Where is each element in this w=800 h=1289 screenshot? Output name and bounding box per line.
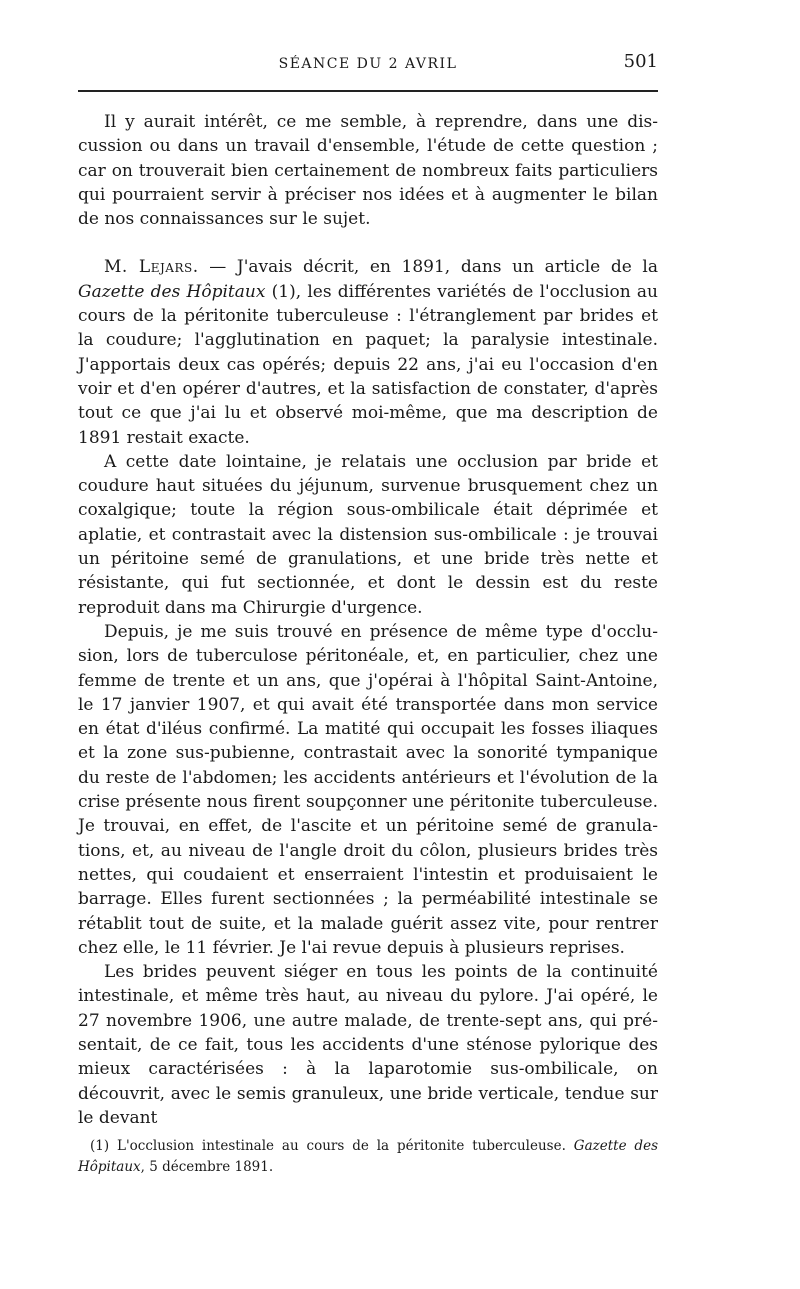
running-head: SÉANCE DU 2 AVRIL [278,56,458,72]
paragraph-4: Depuis, je me suis trouvé en présence de même type d'occlusion, lors de tuberculose péritonéale, et, en particulier, chez une femme de trente et un ans, que j'opérai à l'hôpital Saint-Antoine, le 17 janvier 1907, et qui avait été transportée dans mon service en état d'iléus confirmé. La matité qui occupait les fosses iliaques et la zone sus-pubienne, contrastait avec la sonorité tympanique du reste de l'abdomen; les accidents antérieurs et l'évolution de la crise présente nous firent soupçonner une péritonite tuberculeuse. Je trouvai, en effet, de l'ascite et un péritoine semé de granulations, et, au niveau de l'angle droit du côlon, plusieurs brides très nettes, qui coudaient et enserraient l'intestin et produisaient le barrage. Elles furent sectionnées ; la perméabilité intestinale se rétablit tout de suite, et la malade guérit assez vite, pour rentrer chez elle, le 11 février. Je l'ai revue depuis à plusieurs reprises. [78,621,658,958]
footnote-text: L'occlusion intestinale au cours de la péritonite tuberculeuse. [109,1138,574,1154]
footnote-journal: Gazette des Hôpitaux [78,1138,658,1175]
header-rule [78,90,658,92]
paragraph-2-intro: — J'avais décrit, en 1891, dans un article de la [198,257,658,278]
journal-title: Gazette des Hôpitaux [78,281,266,302]
paragraph-3: A cette date lointaine, je relatais une occlusion par bride et coudure haut situées du jéjunum, survenue brusquement chez un coxalgique; toute la région sous-ombilicale était déprimée et aplatie, et contrastait avec la distension sus-ombilicale : je trouvai un péritoine semé de granulations, et une bride très nette et résistante, qui fut sectionnée, et dont le dessin est du reste reproduit dans ma Chirurgie d'urgence. [78,451,658,618]
footnote [78,1136,658,1178]
paragraph-5: Les brides peuvent siéger en tous les points de la continuité intestinale, et même très haut, au niveau du pylore. J'ai opéré, le 27 novembre 1906, une autre malade, de trente-sept ans, qui présentait, de ce fait, tous les accidents d'une sténose pylorique des mieux caractérisées : à la laparotomie sus-ombilicale, on découvrit, avec le semis granuleux, une bride verticale, tendue sur le devant [78,962,658,1128]
paragraph-1: Il y aurait intérêt, ce me semble, à reprendre, dans une discussion ou dans un travail d'ensemble, l'étude de cette question ; car on trouverait bien certainement de nombreux faits particuliers qui pourraient servir à préciser nos idées et à augmenter le bilan de nos connaissances sur le sujet. [78,112,658,230]
footnote-marker: (1) [90,1138,110,1154]
paragraph-2 [78,255,658,449]
paragraph-2-body: (1), les différentes variétés de l'occlusion au cours de la péritonite tuberculeuse : l'étranglement par brides et la coudure; l'agglutination en paquet; la paralysie intestinale. J'apportais deux cas opérés; depuis 22 ans, j'ai eu l'occasion d'en voir et d'en opérer d'autres, et la satisfaction de constater, d'après tout ce que j'ai lu et observé moi-même, que ma description de 1891 restait exacte. [78,281,658,448]
page-header [78,48,658,82]
speaker-name: M. Lejars. [104,257,199,278]
page-number: 501 [623,51,658,72]
body-text [78,110,658,1130]
footnote-date: , 5 décembre 1891. [140,1159,274,1175]
